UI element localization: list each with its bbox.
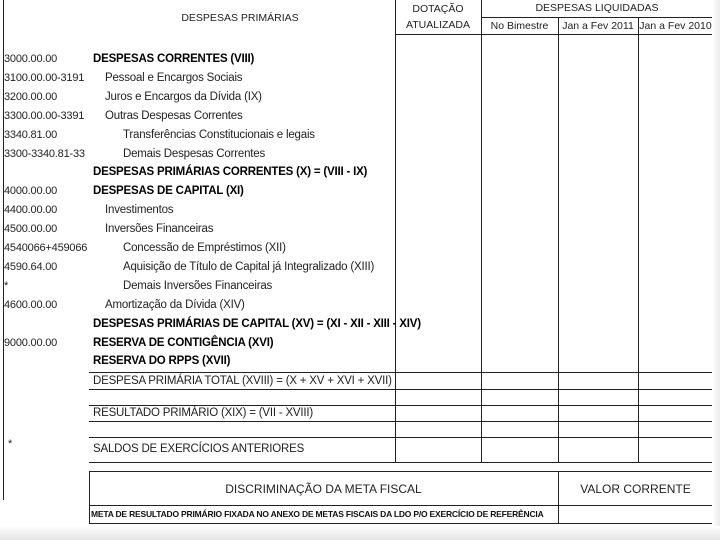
- saldos-code: *: [8, 438, 13, 450]
- account-code: 4590.64.00: [4, 261, 58, 273]
- expense-label: Juros e Encargos da Dívida (IX): [105, 91, 262, 103]
- total-top-line: [89, 372, 713, 373]
- account-code: 4600.00.00: [4, 299, 58, 311]
- sub-header-bimestre: No Bimestre: [490, 20, 549, 32]
- expense-label: RESERVA DO RPPS (XVII): [93, 355, 231, 367]
- col-title-despesas-primarias: DESPESAS PRIMÁRIAS: [181, 12, 299, 24]
- expense-label: Aquisição de Título de Capital já Integralizado (XIII): [123, 261, 375, 273]
- account-code: 3200.00.00: [4, 91, 58, 103]
- total-row-label: DESPESA PRIMÁRIA TOTAL (XVIII) = (X + XV + XVI + XVII): [93, 375, 392, 387]
- resultado-row-label: RESULTADO PRIMÁRIO (XIX) = (VII - XVIII): [93, 407, 314, 419]
- total-bottom-line: [89, 389, 713, 390]
- page-shadow-right: [712, 0, 720, 540]
- account-code: 4400.00.00: [4, 204, 58, 216]
- meta-row-bottom-line: [89, 523, 713, 524]
- saldos-bottom-line: [89, 462, 713, 463]
- header-bottom-line: [395, 34, 713, 35]
- meta-header-top-line: [89, 471, 713, 472]
- expense-label: DESPESAS DE CAPITAL (XI): [93, 185, 244, 197]
- account-code: 4500.00.00: [4, 223, 58, 235]
- expense-label: Investimentos: [105, 204, 174, 216]
- discriminacao-header: DISCRIMINAÇÃO DA META FISCAL: [225, 482, 422, 496]
- account-code: 3100.00.00-3191: [4, 72, 85, 84]
- account-code: 3340.81.00: [4, 129, 58, 141]
- page-shadow-bottom: [0, 526, 720, 540]
- expense-label: Inversões Financeiras: [105, 223, 214, 235]
- col-divider-dotacao: [395, 0, 396, 462]
- account-code: 3000.00.00: [4, 53, 58, 65]
- lower-left-edge: [89, 471, 90, 523]
- resultado-bottom-line: [89, 421, 713, 422]
- meta-row-label: META DE RESULTADO PRIMÁRIO FIXADA NO ANEXO DE METAS FISCAIS DA LDO P/O EXERCÍCIO DE REFERÊNCIA: [91, 509, 544, 519]
- expense-label: DESPESAS CORRENTES (VIII): [93, 53, 255, 65]
- account-code: 3300-3340.81-33: [4, 148, 85, 160]
- expense-label: RESERVA DE CONTIGÊNCIA (XVI): [93, 337, 274, 349]
- expense-label: Concessão de Empréstimos (XII): [123, 242, 286, 254]
- expense-label: Demais Inversões Financeiras: [123, 280, 273, 292]
- account-code: 9000.00.00: [4, 337, 58, 349]
- account-code: 4000.00.00: [4, 185, 58, 197]
- saldos-top-line: [89, 437, 713, 438]
- sub-header-2011: Jan a Fev 2011: [562, 20, 634, 32]
- dotacao-line1: DOTAÇÃO: [412, 3, 464, 15]
- expense-label: DESPESAS PRIMÁRIAS DE CAPITAL (XV) = (XI - XII - XIII - XIV): [93, 318, 421, 330]
- header-sub-line: [481, 17, 713, 18]
- lower-divider: [558, 471, 559, 523]
- expense-label: Amortização da Dívida (XIV): [105, 299, 245, 311]
- expense-label: Outras Despesas Correntes: [105, 110, 243, 122]
- dotacao-line2: ATUALIZADA: [406, 19, 470, 31]
- meta-header-bottom-line: [89, 505, 713, 506]
- expense-label: DESPESAS PRIMÁRIAS CORRENTES (X) = (VIII - IX): [93, 166, 368, 178]
- col-divider-2010: [638, 17, 639, 462]
- saldos-row-label: SALDOS DE EXERCÍCIOS ANTERIORES: [93, 443, 305, 455]
- expense-label: Demais Despesas Correntes: [123, 148, 266, 160]
- col-divider-bimestre: [481, 0, 482, 462]
- expense-label: Pessoal e Encargos Sociais: [105, 72, 243, 84]
- account-code: 3300.00.00-3391: [4, 110, 85, 122]
- account-code: *: [4, 280, 9, 292]
- valor-corrente-header: VALOR CORRENTE: [580, 482, 691, 496]
- sub-header-2010: Jan a Fev 2010: [639, 20, 712, 32]
- despesas-liquidadas-header: DESPESAS LIQUIDADAS: [535, 2, 659, 14]
- expense-label: Transferências Constitucionais e legais: [123, 129, 315, 141]
- account-code: 4540066+459066: [4, 242, 88, 254]
- col-divider-2011: [558, 17, 559, 462]
